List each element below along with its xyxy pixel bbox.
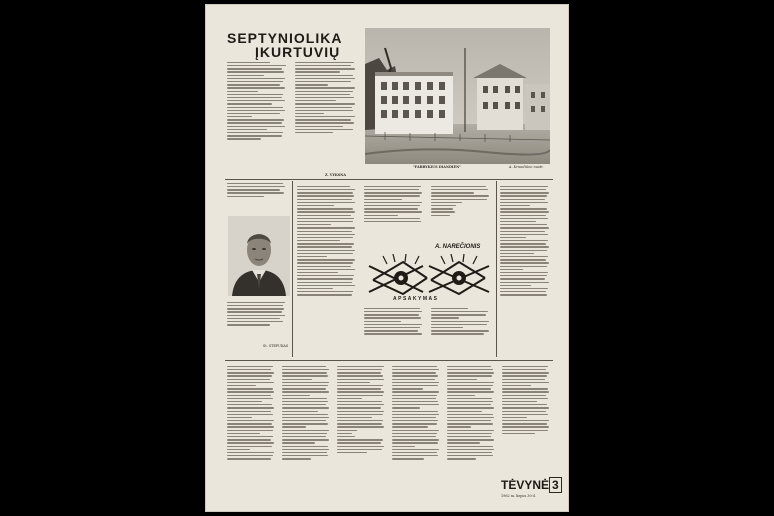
story-column-2-top — [364, 184, 426, 244]
bottom-column-2 — [282, 364, 332, 504]
article-title-line1: SEPTYNIOLIKA — [227, 30, 343, 46]
photo-caption-right: A. Kriaučiūno nuotr. — [509, 165, 544, 169]
illustration-subtitle: APSAKYMAS — [393, 296, 439, 302]
byline-portrait: St. STEPUKAS — [263, 344, 289, 348]
story-column-right — [500, 184, 552, 356]
bottom-column-1 — [227, 364, 277, 504]
masthead-title — [501, 478, 559, 492]
article-title — [227, 31, 382, 59]
portrait-photo — [228, 216, 290, 296]
factory-photo-image — [365, 28, 550, 164]
newspaper-page — [205, 4, 569, 512]
portrait-image — [228, 216, 290, 296]
story-column-3-top — [431, 184, 493, 240]
article-title-line2: ĮKURTUVIŲ — [255, 44, 341, 60]
story-column-2-bottom — [364, 306, 426, 356]
portrait-caption-text — [227, 300, 289, 342]
rule-vertical-left — [292, 181, 293, 357]
story-column-3-bottom — [431, 306, 493, 356]
rule-top — [225, 179, 553, 180]
rule-middle — [225, 360, 553, 361]
bottom-column-5 — [447, 364, 497, 504]
eyes-illustration — [363, 242, 495, 304]
masthead-date: 1962 m. liepos 30 d. — [501, 494, 536, 498]
masthead-name: TĖVYNĖ — [501, 478, 550, 492]
left-text-column-top — [227, 60, 289, 180]
bottom-column-3 — [337, 364, 387, 504]
second-text-column-top — [295, 60, 359, 172]
byline-mid: Z. VYKSNA — [325, 173, 346, 177]
left-text-column-portrait — [227, 181, 289, 211]
factory-photo — [365, 28, 550, 164]
illustration-title: A. NAREČIONIS — [435, 244, 481, 250]
bottom-column-4 — [392, 364, 442, 504]
masthead-issue: 3 — [549, 477, 562, 493]
rule-vertical-right — [496, 181, 497, 357]
masthead — [501, 478, 559, 498]
photo-caption-left: "FABRYKIUS DIANDIEN" — [413, 165, 461, 169]
story-illustration — [363, 242, 495, 304]
story-column-1 — [297, 184, 359, 354]
bottom-column-6 — [502, 364, 552, 474]
